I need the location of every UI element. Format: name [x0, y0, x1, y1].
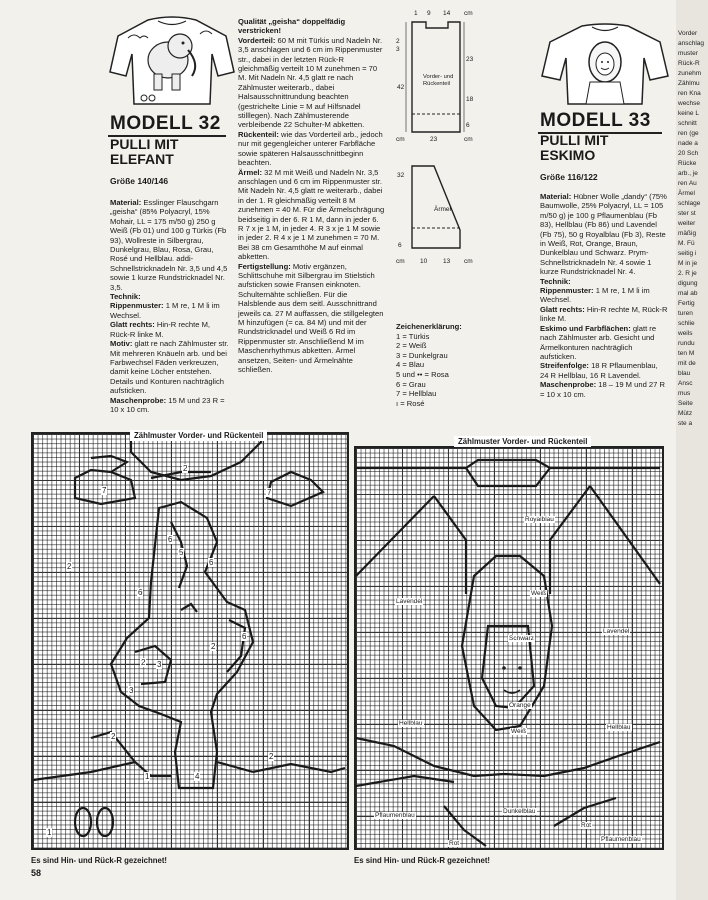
instruction-paragraph [540, 305, 668, 324]
chart-num: 7 [102, 486, 107, 495]
edge-text-fragment: turen [678, 310, 693, 317]
instruction-label: Material: [540, 192, 572, 201]
edge-text-fragment: schlie [678, 320, 695, 327]
edge-text-fragment: Ansc [678, 380, 693, 387]
chart-num: 1 [145, 772, 150, 781]
instruction-label: Glatt rechts: [540, 304, 585, 314]
chart-num: 4 [195, 772, 200, 781]
chart-num: 5 [179, 548, 184, 557]
elephant-sweater-illustration [108, 14, 236, 110]
edge-text-fragment: ste a [678, 420, 693, 427]
edge-text-fragment: ren (ge [678, 130, 699, 137]
instruction-paragraph [540, 361, 668, 380]
edge-text-fragment: arb., je [678, 170, 698, 177]
legend-item: 1 = Türkis [396, 331, 430, 341]
edge-text-fragment: mit de [678, 360, 696, 367]
schem-sleeve-left-2: 6 [398, 242, 402, 249]
instruction-paragraph [110, 198, 230, 292]
instructions-column-2 [238, 17, 386, 374]
edge-text-fragment: schnitt [678, 120, 697, 127]
chart-num: 1 [47, 828, 52, 837]
instruction-text: 32 M mit Weiß und Nadeln Nr. 3,5 anschlagen und 6 cm im Rippenmuster str. Mit Nadeln Nr. 4,5 glatt re weiterarb., dabei in der 1. R gleichmäßig verteilt 8 M zunehmen = 40 M. Für die Ärmelschrägung beidseitig in der 6. R 1 M, dann in jeder 6. R 7 x je 1 M, in jeder 4. R 3 x je 1 M sowie in jeder 2. R 4 x je 1 M zunehmen = 70 M. Bei 38 cm Gesamthöhe M auf einmal abketten. [238, 167, 385, 262]
edge-text-fragment: Vorder [678, 30, 698, 37]
instruction-paragraph [540, 286, 668, 305]
edge-text-fragment: keine L [678, 110, 699, 117]
elephant-motif-contours [31, 432, 349, 850]
edge-text-fragment: Seite [678, 400, 693, 407]
chart-label: Dunkelblau [503, 808, 536, 815]
edge-text-fragment: 20 Sch [678, 150, 699, 157]
schem-front-label: Vorder- und Rückenteil [423, 74, 454, 87]
instruction-label: Maschenprobe: [540, 380, 597, 390]
chart-num: 6 [138, 588, 143, 597]
instruction-paragraph [110, 396, 230, 415]
schem-top-3: 14 [443, 10, 451, 17]
schem-left-1: 2 [396, 38, 400, 45]
instruction-label: Streifenfolge: [540, 361, 589, 371]
schem-mid-2: 23 [430, 136, 438, 143]
chart-label: Hellblau [399, 720, 423, 727]
instruction-label: Eskimo und Farbflächen: [540, 323, 631, 333]
chart-label: Schwarz [509, 635, 534, 642]
instruction-text: Motiv ergänzen, Schlittschuhe mit Silbergrau im Stielstich aufsticken sowie Fransen einknoten. Schulternähte schließen. Für die Halsblende aus dem seitl. Ausschnittrand jeweils ca. 27 M auffassen, die stillgelegten M hinzufügen (= ca. 84 M) und mit der Rundstricknadel und Weiß 6 Rd im Rippenmuster str. Anschließend M im Maschenrhythmus abketten. Ärmel ansetzen, Seiten- und Ärmelnähte schließen. [238, 261, 384, 375]
size-label: Größe 140/146 [110, 176, 169, 186]
edge-text-fragment: blau [678, 370, 691, 377]
chart-num: 2 [269, 752, 274, 761]
chart-label: Royalblau [525, 516, 554, 523]
instruction-text: wie das Vorderteil arb., jedoch nur mit gegengleicher unterer Farbfläche sowie späteren Halsausschnittbeginn beachten. [238, 129, 383, 168]
schem-mid-1: cm [396, 136, 405, 143]
model-number: MODELL 32 [110, 113, 221, 134]
edge-text-fragment: mal ab [678, 290, 698, 297]
elephant-chart-footer: Es sind Hin- und Rück-R gezeichnet! [31, 856, 168, 865]
instruction-label: Technik: [540, 276, 571, 286]
page-number: 58 [31, 868, 42, 878]
instruction-label: Maschenprobe: [110, 395, 167, 405]
legend-item: ı = Rosé [396, 398, 425, 408]
instruction-text: Hin-R rechte M, Rück-R linke M. [110, 320, 211, 339]
edge-text-fragment: wechse [678, 100, 701, 107]
instruction-label: Fertigstellung: [238, 261, 291, 271]
instruction-paragraph [540, 380, 668, 399]
instruction-paragraph [540, 324, 668, 362]
edge-text-fragment: Mütz [678, 410, 693, 417]
instruction-text: 1 M re, 1 M li im Wechsel. [540, 286, 650, 305]
instruction-paragraph [238, 36, 386, 130]
edge-text-fragment: M. Fü [678, 240, 695, 247]
legend-item: 3 = Dunkelgrau [396, 350, 448, 360]
instruction-label: Motiv: [110, 339, 133, 349]
elephant-chart-title: Zählmuster Vorder- und Rückenteil [130, 430, 267, 441]
schem-top-2: 9 [427, 10, 431, 17]
instructions-column-1 [110, 198, 230, 414]
schem-right-2: 18 [466, 96, 474, 103]
instruction-label: Rückenteil: [238, 129, 279, 139]
schem-left-3: 42 [397, 84, 405, 91]
eskimo-motif-contours [354, 446, 664, 850]
edge-text-fragment: M in je [678, 260, 698, 267]
instruction-paragraph [238, 17, 386, 36]
edge-text-fragment: rundu [678, 340, 695, 347]
schem-left-2: 3 [396, 46, 400, 53]
chart-label: Hellblau [607, 724, 631, 731]
legend-item: 6 = Grau [396, 379, 426, 389]
instruction-paragraph [110, 292, 230, 301]
edge-text-fragment: Ärmel [678, 190, 695, 197]
instructions-column-33 [540, 192, 668, 399]
schem-bottom-2: 10 [420, 258, 428, 265]
chart-num: 2 [183, 464, 188, 473]
edge-text-fragment: ster st [678, 210, 696, 217]
chart-num: 6 [168, 535, 173, 544]
schem-bottom-1: cm [396, 258, 405, 265]
chart-label: Weiß [511, 728, 527, 735]
edge-text-fragment: nade a [678, 140, 698, 147]
instruction-label: Material: [110, 198, 142, 207]
chart-legend [396, 322, 506, 408]
chart-num: 2 [211, 642, 216, 651]
size-label-33: Größe 116/122 [540, 172, 598, 182]
edge-text-fragment: 2. R je [678, 270, 697, 277]
edge-text-fragment: anschlag [678, 40, 705, 47]
edge-text-fragment: weiter [678, 220, 696, 227]
chart-label: Orange [509, 702, 531, 709]
edge-text-fragment: zunehm [678, 70, 702, 77]
adjacent-page-edge [676, 0, 708, 900]
title-line-1: PULLI MIT [110, 136, 179, 152]
title-line-2-33: ESKIMO [540, 147, 596, 163]
eskimo-chart-footer: Es sind Hin- und Rück-R gezeichnet! [354, 856, 491, 865]
product-title [110, 137, 250, 167]
chart-label: Lavendel [603, 628, 630, 635]
instruction-paragraph [238, 130, 386, 168]
instruction-label: Technik: [110, 292, 141, 302]
chart-label: Weiß [531, 590, 547, 597]
edge-text-fragment: ren Au [678, 180, 697, 187]
title-line-1-33: PULLI MIT [540, 132, 609, 148]
chart-label: Lavendel [396, 598, 423, 605]
instruction-text: Hübner Wolle „dandy“ (75% Baumwolle, 25% Polyacryl, LL = 105 m/50 g) je 100 g Pflaumenblau (Fb 83), Hellblau (Fb 86) und Lavendel (Fb 75), 50 g Royalblau (Fb 3), Reste in Weiß, Rot, Orange, Braun, Dunkelblau und Schwarz. Prym-Schnellstricknadeln Nr. 4 sowie 1 kurze Rundstricknadel Nr. 4. [540, 192, 667, 277]
instruction-paragraph [110, 301, 230, 320]
edge-text-fragment: seitig i [678, 250, 697, 257]
edge-text-fragment: Fertig [678, 300, 695, 307]
chart-num: 3 [157, 660, 162, 669]
edge-text-fragment: muster [678, 50, 698, 57]
edge-text-fragment: Zählmu [678, 80, 700, 87]
chart-num: 2 [111, 732, 116, 741]
edge-text-fragment: digung [678, 280, 698, 287]
instruction-text: 15 M und 23 R = 10 x 10 cm. [110, 395, 225, 414]
schem-bottom-3: 13 [443, 258, 451, 265]
legend-item: 5 und •• = Rosa [396, 369, 449, 379]
instruction-paragraph [540, 277, 668, 286]
instruction-label: Ärmel: [238, 167, 263, 177]
instruction-text: glatt re nach Zählmuster str. Mit mehreren Knäueln arb. und bei Farbwechsel Fäden verkreuzen, damit keine Löcher entstehen. Details und Konturen nachträglich aufsticken. [110, 339, 229, 396]
legend-title: Zeichenerklärung: [396, 322, 462, 331]
instruction-label: Glatt rechts: [110, 320, 155, 330]
schem-bottom-4: cm [464, 258, 473, 265]
edge-text-fragment: weils [678, 330, 693, 337]
instruction-text: Hin-R rechte M, Rück-R linke M. [540, 304, 668, 324]
schem-sleeve-left-1: 32 [397, 172, 405, 179]
instruction-text: glatt re nach Zählmuster arb. Gesicht und Ärmelkonturen nachträglich aufsticken. [540, 323, 657, 361]
edge-text-fragment: mus [678, 390, 691, 397]
legend-item: 2 = Weiß [396, 341, 427, 351]
chart-num: 2 [141, 658, 146, 667]
schem-right-3: 6 [466, 122, 470, 129]
chart-num: 6 [242, 632, 247, 641]
schem-right-1: 23 [466, 56, 474, 63]
chart-num: 3 [129, 686, 134, 695]
schem-sleeve-label: Ärmel [434, 206, 451, 213]
schem-top-1: 1 [414, 10, 418, 17]
instruction-label: Qualität „geisha“ doppelfädig verstricken! [238, 17, 346, 36]
chart-label: Rot [449, 840, 460, 847]
edge-text-fragment: Rücke [678, 160, 697, 167]
chart-label: Rot [581, 822, 592, 829]
model-number-33: MODELL 33 [540, 110, 651, 131]
instruction-paragraph [110, 320, 230, 339]
instruction-text: 18 R Pflaumenblau, 24 R Hellblau, 16 R Lavendel. [540, 361, 658, 380]
edge-text-fragment: ten M [678, 350, 695, 357]
chart-num: 6 [209, 558, 214, 567]
instruction-text: 1 M re, 1 M li im Wechsel. [110, 301, 220, 320]
instruction-text: 18 – 19 M und 27 R = 10 x 10 cm. [540, 380, 665, 399]
instruction-label: Rippenmuster: [540, 286, 594, 296]
chart-label: Pflaumenblau [601, 836, 641, 843]
instruction-text: 60 M mit Türkis und Nadeln Nr. 3,5 anschlagen und 6 cm im Rippenmuster str., dabei in der letzten Rück-R gleichmäßig verteilt 10 M zunehmen = 70 M. Mit Nadeln Nr. 4,5 glatt re nach Zählmuster weiterarb., dabei Halsausschnittrundung beachten (gestrichelte Linie = M auf Hilfsnadel stilllegen). Nach Zählmusterende verbleibende 22 Schulter-M abketten. [238, 35, 383, 130]
eskimo-chart-title: Zählmuster Vorder- und Rückenteil [454, 436, 591, 447]
instruction-label: Vorderteil: [238, 35, 276, 45]
eskimo-sweater-illustration [540, 22, 670, 106]
schem-top-4: cm [464, 10, 473, 17]
legend-item: 7 = Hellblau [396, 389, 437, 399]
legend-item: 4 = Blau [396, 360, 425, 370]
chart-num: 2 [67, 562, 72, 571]
instruction-text: Esslinger Flauschgarn „geisha“ (85% Polyacryl, 15% Mohair, LL = 175 m/50 g) 250 g Weiß (Fb 01) und 100 g Türkis (Fb 93), Wollreste in Silbergrau, Dunkelgrau, Blau, Rosa, Grau, Rosé und Hellblau. addi-Schnellstricknadeln Nr. 3,5 und 4,5 sowie 1 kurze Rundstricknadel Nr. 3,5. [110, 198, 228, 292]
title-line-2: ELEFANT [110, 151, 174, 167]
instruction-paragraph [238, 168, 386, 262]
instruction-paragraph [238, 262, 386, 375]
edge-text-fragment: ren Kna [678, 90, 701, 97]
schem-mid-3: cm [464, 136, 473, 143]
product-title-33 [540, 133, 680, 163]
chart-label: Pflaumenblau [375, 812, 415, 819]
edge-text-fragment: schlage [678, 200, 701, 207]
edge-text-fragment: Rück-R [678, 60, 700, 67]
instruction-paragraph [540, 192, 668, 277]
instruction-label: Rippenmuster: [110, 301, 164, 311]
instruction-paragraph [110, 339, 230, 395]
chart-num: 7 [267, 488, 272, 497]
edge-text-fragment: mäßig [678, 230, 697, 237]
